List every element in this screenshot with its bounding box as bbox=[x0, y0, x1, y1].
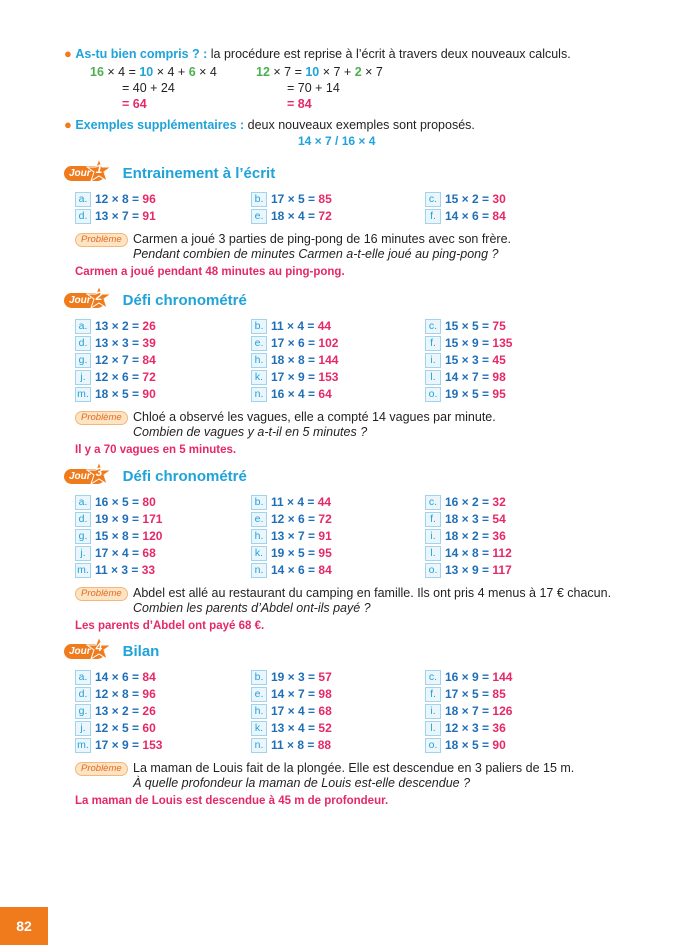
exercise-item bbox=[425, 670, 512, 684]
exercise-letter: b. bbox=[251, 192, 267, 207]
exercise-answer: 72 bbox=[318, 512, 332, 526]
jour-badge bbox=[64, 288, 105, 308]
exercise-item bbox=[75, 209, 156, 223]
exercise-question: 15 × 3 = bbox=[445, 353, 490, 367]
jour-label: Jour bbox=[69, 470, 91, 482]
exercise-question: 18 × 7 = bbox=[445, 704, 490, 718]
jour-number: 4 bbox=[95, 639, 103, 654]
exercise-letter: j. bbox=[75, 546, 91, 561]
exercise-item bbox=[251, 704, 332, 718]
exercise-letter: h. bbox=[251, 353, 267, 368]
exercise-answer: 44 bbox=[317, 495, 332, 509]
exercise-item bbox=[425, 563, 512, 577]
exercise-item bbox=[251, 370, 338, 384]
exercise-letter: o. bbox=[425, 738, 441, 753]
calc2-line-3: = 84 bbox=[287, 97, 312, 111]
jour-label: Jour bbox=[69, 645, 91, 657]
exercise-letter: g. bbox=[75, 529, 91, 544]
probleme-block bbox=[133, 586, 611, 616]
exercise-item bbox=[251, 336, 338, 350]
exercise-answer: 32 bbox=[492, 495, 506, 509]
exercise-answer: 153 bbox=[142, 738, 163, 752]
exercise-answer: 57 bbox=[318, 670, 332, 684]
exercise-letter: b. bbox=[251, 670, 267, 685]
exercise-answer: 68 bbox=[318, 704, 332, 718]
exercise-answer: 95 bbox=[318, 546, 332, 560]
exercise-answer: 84 bbox=[142, 353, 156, 367]
exercise-letter: h. bbox=[251, 704, 267, 719]
exercise-question: 13 × 7 = bbox=[271, 529, 316, 543]
exercise-item bbox=[425, 512, 506, 526]
exercise-question: 19 × 3 = bbox=[271, 670, 316, 684]
probleme-question: Pendant combien de minutes Carmen a-t-elle joué au ping-pong ? bbox=[133, 247, 499, 261]
exercise-letter: m. bbox=[75, 387, 91, 402]
exercise-question: 18 × 8 = bbox=[271, 353, 316, 367]
exercise-answer: 126 bbox=[492, 704, 513, 718]
exercise-answer: 36 bbox=[492, 529, 506, 543]
exercise-question: 13 × 4 = bbox=[271, 721, 316, 735]
exercise-item bbox=[425, 209, 506, 223]
exercise-letter: c. bbox=[425, 192, 441, 207]
exercise-question: 14 × 6 = bbox=[95, 670, 140, 684]
exercise-answer: 90 bbox=[142, 387, 156, 401]
exercise-item bbox=[251, 209, 332, 223]
exercise-answer: 45 bbox=[492, 353, 506, 367]
exercise-item bbox=[425, 687, 506, 701]
exercise-item bbox=[425, 546, 512, 560]
exemples-calc: 14 × 7 / 16 × 4 bbox=[298, 134, 376, 148]
exercise-question: 17 × 5 = bbox=[271, 192, 316, 206]
exercise-question: 11 × 4 = bbox=[271, 495, 315, 509]
exercise-answer: 135 bbox=[492, 336, 513, 350]
exercise-letter: d. bbox=[75, 209, 91, 224]
exercise-item bbox=[75, 353, 156, 367]
exercise-question: 12 × 6 = bbox=[95, 370, 140, 384]
exercise-letter: d. bbox=[75, 512, 91, 527]
exercise-item bbox=[425, 738, 506, 752]
exercise-letter: d. bbox=[75, 687, 91, 702]
probleme-text: Abdel est allé au restaurant du camping en famille. Ils ont pris 4 menus à 17 € chacun. bbox=[133, 586, 612, 600]
section-title: Bilan bbox=[122, 642, 160, 660]
exercise-item bbox=[75, 336, 156, 350]
calc2-line-2: = 70 + 14 bbox=[287, 81, 340, 95]
exercise-letter: l. bbox=[425, 370, 441, 385]
exercise-item bbox=[251, 495, 331, 509]
exercise-item bbox=[425, 336, 512, 350]
exercise-item bbox=[425, 495, 506, 509]
exercise-item bbox=[75, 387, 156, 401]
exercise-question: 16 × 9 = bbox=[445, 670, 490, 684]
exercise-item bbox=[251, 529, 332, 543]
exercise-question: 19 × 5 = bbox=[445, 387, 490, 401]
exercise-item bbox=[251, 353, 338, 367]
exercise-question: 17 × 6 = bbox=[271, 336, 316, 350]
exercise-question: 12 × 6 = bbox=[271, 512, 316, 526]
exercise-letter: b. bbox=[251, 319, 267, 334]
exercise-answer: 85 bbox=[492, 687, 506, 701]
probleme-answer: La maman de Louis est descendue à 45 m de profondeur. bbox=[75, 795, 389, 807]
exercise-question: 17 × 9 = bbox=[271, 370, 316, 384]
exercise-question: 14 × 8 = bbox=[445, 546, 490, 560]
probleme-block bbox=[133, 761, 574, 791]
jour-label: Jour bbox=[69, 294, 91, 306]
exercise-letter: o. bbox=[425, 563, 441, 578]
exercise-answer: 44 bbox=[317, 319, 332, 333]
exercise-question: 17 × 4 = bbox=[95, 546, 140, 560]
bullet-icon: ● bbox=[64, 117, 72, 132]
exercise-item bbox=[425, 370, 506, 384]
exercise-item bbox=[75, 512, 162, 526]
exercise-question: 16 × 4 = bbox=[271, 387, 316, 401]
star-icon bbox=[86, 461, 112, 487]
exercise-question: 16 × 5 = bbox=[95, 495, 140, 509]
exercise-letter: a. bbox=[75, 319, 91, 334]
exercise-letter: k. bbox=[251, 546, 267, 561]
exercise-question: 13 × 9 = bbox=[445, 563, 490, 577]
exercise-question: 14 × 7 = bbox=[445, 370, 490, 384]
exercise-item bbox=[251, 319, 331, 333]
probleme-text: La maman de Louis fait de la plongée. Elle est descendue en 3 paliers de 15 m. bbox=[133, 761, 575, 775]
exercise-answer: 33 bbox=[141, 563, 156, 577]
exercise-letter: k. bbox=[251, 370, 267, 385]
exercise-answer: 84 bbox=[492, 209, 506, 223]
exercise-answer: 95 bbox=[492, 387, 506, 401]
exercise-item bbox=[251, 563, 332, 577]
exercise-item bbox=[251, 670, 332, 684]
exercise-letter: e. bbox=[251, 209, 267, 224]
exercise-letter: m. bbox=[75, 563, 91, 578]
exercise-letter: f. bbox=[425, 687, 441, 702]
probleme-tag: Problème bbox=[75, 233, 128, 247]
exercise-letter: m. bbox=[75, 738, 91, 753]
exercise-item bbox=[75, 319, 156, 333]
intro-compris-line bbox=[64, 46, 571, 61]
exercise-question: 12 × 8 = bbox=[95, 192, 140, 206]
exercise-letter: j. bbox=[75, 370, 91, 385]
exercise-item bbox=[425, 353, 506, 367]
exercise-question: 14 × 6 = bbox=[271, 563, 316, 577]
exercise-letter: h. bbox=[251, 529, 267, 544]
probleme-tag: Problème bbox=[75, 411, 128, 425]
exercise-answer: 36 bbox=[492, 721, 506, 735]
probleme-text: Chloé a observé les vagues, elle a compté 14 vagues par minute. bbox=[133, 410, 496, 424]
exercise-letter: g. bbox=[75, 353, 91, 368]
exercise-letter: i. bbox=[425, 529, 441, 544]
exercise-item bbox=[75, 529, 162, 543]
exercise-question: 11 × 4 = bbox=[271, 319, 315, 333]
exercise-answer: 26 bbox=[142, 704, 156, 718]
exercise-letter: e. bbox=[251, 336, 267, 351]
exercise-item bbox=[251, 192, 332, 206]
jour-number: 1 bbox=[95, 161, 103, 176]
exercise-question: 18 × 2 = bbox=[445, 529, 490, 543]
exercise-letter: c. bbox=[425, 670, 441, 685]
exercise-answer: 68 bbox=[142, 546, 156, 560]
exercise-letter: c. bbox=[425, 495, 441, 510]
exercise-answer: 84 bbox=[142, 670, 156, 684]
probleme-answer: Carmen a joué pendant 48 minutes au ping-pong. bbox=[75, 266, 345, 278]
exercise-letter: a. bbox=[75, 192, 91, 207]
exercise-item bbox=[425, 529, 506, 543]
exercise-answer: 120 bbox=[142, 529, 163, 543]
jour-label: Jour bbox=[69, 167, 91, 179]
exercise-letter: a. bbox=[75, 495, 91, 510]
exercise-question: 12 × 8 = bbox=[95, 687, 140, 701]
star-icon bbox=[86, 636, 112, 662]
exercise-letter: i. bbox=[425, 353, 441, 368]
exercise-item bbox=[251, 512, 332, 526]
section-header bbox=[64, 160, 275, 186]
exercise-item bbox=[425, 704, 512, 718]
exercise-question: 15 × 9 = bbox=[445, 336, 490, 350]
exercise-item bbox=[251, 546, 332, 560]
exercise-letter: d. bbox=[75, 336, 91, 351]
exercise-letter: e. bbox=[251, 512, 267, 527]
jour-number: 2 bbox=[95, 288, 103, 303]
exercise-letter: j. bbox=[75, 721, 91, 736]
exercise-letter: i. bbox=[425, 704, 441, 719]
exercise-question: 12 × 5 = bbox=[95, 721, 140, 735]
exercise-item bbox=[75, 738, 162, 752]
exercise-letter: f. bbox=[425, 336, 441, 351]
exercise-question: 13 × 2 = bbox=[95, 704, 140, 718]
exercise-letter: a. bbox=[75, 670, 91, 685]
probleme-block bbox=[133, 232, 511, 262]
probleme-tag: Problème bbox=[75, 762, 128, 776]
exercise-item bbox=[425, 387, 506, 401]
exercise-question: 17 × 5 = bbox=[445, 687, 490, 701]
exercise-question: 13 × 7 = bbox=[95, 209, 140, 223]
bullet-icon: ● bbox=[64, 46, 72, 61]
jour-badge bbox=[64, 464, 105, 484]
exercise-question: 17 × 4 = bbox=[271, 704, 316, 718]
exercise-letter: g. bbox=[75, 704, 91, 719]
exercise-item bbox=[75, 670, 156, 684]
probleme-question: Combien les parents d’Abdel ont-ils payé ? bbox=[133, 601, 371, 615]
exercise-answer: 30 bbox=[492, 192, 506, 206]
exemples-text: deux nouveaux exemples sont proposés. bbox=[244, 118, 475, 132]
exercise-answer: 72 bbox=[142, 370, 156, 384]
section-title: Entrainement à l’écrit bbox=[122, 164, 276, 182]
section-title: Défi chronométré bbox=[122, 291, 247, 309]
exercise-answer: 102 bbox=[318, 336, 339, 350]
exercise-answer: 98 bbox=[492, 370, 506, 384]
exercise-question: 11 × 8 = bbox=[271, 738, 315, 752]
exercise-question: 13 × 2 = bbox=[95, 319, 140, 333]
exercise-answer: 91 bbox=[318, 529, 332, 543]
exercise-answer: 88 bbox=[317, 738, 332, 752]
exercise-question: 19 × 9 = bbox=[95, 512, 140, 526]
probleme-question: Combien de vagues y a-t-il en 5 minutes ? bbox=[133, 425, 368, 439]
exercise-question: 17 × 9 = bbox=[95, 738, 140, 752]
exercise-question: 13 × 3 = bbox=[95, 336, 140, 350]
exercise-answer: 80 bbox=[142, 495, 156, 509]
exercise-answer: 112 bbox=[492, 546, 512, 560]
exercise-letter: f. bbox=[425, 209, 441, 224]
exercise-answer: 91 bbox=[142, 209, 156, 223]
page-number: 82 bbox=[0, 907, 48, 945]
exercise-answer: 54 bbox=[492, 512, 506, 526]
exercise-answer: 96 bbox=[142, 687, 156, 701]
probleme-answer: Il y a 70 vagues en 5 minutes. bbox=[75, 444, 237, 456]
exercise-answer: 98 bbox=[318, 687, 332, 701]
section-header bbox=[64, 463, 247, 489]
section-header bbox=[64, 638, 159, 664]
probleme-tag: Problème bbox=[75, 587, 128, 601]
probleme-block bbox=[133, 410, 496, 440]
exercise-letter: n. bbox=[251, 563, 267, 578]
exercise-letter: b. bbox=[251, 495, 267, 510]
exercise-letter: e. bbox=[251, 687, 267, 702]
exercise-answer: 85 bbox=[318, 192, 332, 206]
exercise-item bbox=[251, 387, 332, 401]
exercise-answer: 64 bbox=[318, 387, 332, 401]
exercise-answer: 153 bbox=[318, 370, 339, 384]
exercise-letter: f. bbox=[425, 512, 441, 527]
exercise-item bbox=[75, 495, 156, 509]
calc2-line-1: 12 × 7 = 10 × 7 + 2 × 7 bbox=[256, 65, 383, 79]
exercise-letter: n. bbox=[251, 387, 267, 402]
exercise-item bbox=[75, 563, 155, 577]
exercise-answer: 52 bbox=[318, 721, 332, 735]
star-icon bbox=[86, 285, 112, 311]
exercise-item bbox=[75, 192, 156, 206]
jour-badge bbox=[64, 639, 105, 659]
exercise-answer: 60 bbox=[142, 721, 156, 735]
exercise-answer: 90 bbox=[492, 738, 506, 752]
exercise-letter: l. bbox=[425, 721, 441, 736]
exercise-answer: 72 bbox=[318, 209, 332, 223]
exercise-answer: 26 bbox=[142, 319, 156, 333]
exercise-question: 18 × 5 = bbox=[445, 738, 490, 752]
exercise-question: 19 × 5 = bbox=[271, 546, 316, 560]
exercise-question: 18 × 5 = bbox=[95, 387, 140, 401]
intro-exemples-line bbox=[64, 117, 475, 132]
exercise-item bbox=[425, 192, 506, 206]
exercise-question: 12 × 3 = bbox=[445, 721, 490, 735]
exercise-item bbox=[75, 721, 156, 735]
exercise-item bbox=[425, 319, 506, 333]
exercise-item bbox=[425, 721, 506, 735]
section-header bbox=[64, 287, 247, 313]
exercise-answer: 84 bbox=[318, 563, 332, 577]
calc1-line-1: 16 × 4 = 10 × 4 + 6 × 4 bbox=[90, 65, 217, 79]
exercise-answer: 75 bbox=[492, 319, 506, 333]
exercise-question: 14 × 6 = bbox=[445, 209, 490, 223]
exercise-question: 12 × 7 = bbox=[95, 353, 140, 367]
exercise-answer: 96 bbox=[142, 192, 156, 206]
exercise-item bbox=[75, 687, 156, 701]
probleme-answer: Les parents d’Abdel ont payé 68 €. bbox=[75, 620, 265, 632]
exercise-answer: 144 bbox=[492, 670, 513, 684]
exercise-letter: c. bbox=[425, 319, 441, 334]
exercise-question: 15 × 2 = bbox=[445, 192, 490, 206]
jour-badge bbox=[64, 161, 105, 181]
exercise-item bbox=[75, 704, 156, 718]
exemples-title: Exemples supplémentaires : bbox=[75, 118, 245, 132]
exercise-question: 16 × 2 = bbox=[445, 495, 490, 509]
probleme-text: Carmen a joué 3 parties de ping-pong de 16 minutes avec son frère. bbox=[133, 232, 512, 246]
exercise-answer: 171 bbox=[142, 512, 163, 526]
exercise-letter: o. bbox=[425, 387, 441, 402]
exercise-answer: 117 bbox=[492, 563, 512, 577]
exercise-answer: 39 bbox=[142, 336, 156, 350]
exercise-item bbox=[75, 370, 156, 384]
exercise-question: 18 × 3 = bbox=[445, 512, 490, 526]
calc1-line-3: = 64 bbox=[122, 97, 147, 111]
probleme-question: À quelle profondeur la maman de Louis est-elle descendue ? bbox=[133, 776, 471, 790]
exercise-letter: l. bbox=[425, 546, 441, 561]
exercise-letter: k. bbox=[251, 721, 267, 736]
exercise-item bbox=[251, 738, 331, 752]
exercise-item bbox=[251, 687, 332, 701]
section-title: Défi chronométré bbox=[122, 467, 247, 485]
compris-text: la procédure est reprise à l’écrit à travers deux nouveaux calculs. bbox=[207, 47, 571, 61]
exercise-letter: n. bbox=[251, 738, 267, 753]
exercise-question: 15 × 8 = bbox=[95, 529, 140, 543]
exercise-question: 11 × 3 = bbox=[95, 563, 139, 577]
calc1-line-2: = 40 + 24 bbox=[122, 81, 175, 95]
exercise-answer: 144 bbox=[318, 353, 339, 367]
jour-number: 3 bbox=[95, 464, 103, 479]
exercise-question: 14 × 7 = bbox=[271, 687, 316, 701]
exercise-question: 15 × 5 = bbox=[445, 319, 490, 333]
exercise-question: 18 × 4 = bbox=[271, 209, 316, 223]
exercise-item bbox=[251, 721, 332, 735]
compris-title: As-tu bien compris ? : bbox=[75, 47, 208, 61]
star-icon bbox=[86, 158, 112, 184]
exercise-item bbox=[75, 546, 156, 560]
